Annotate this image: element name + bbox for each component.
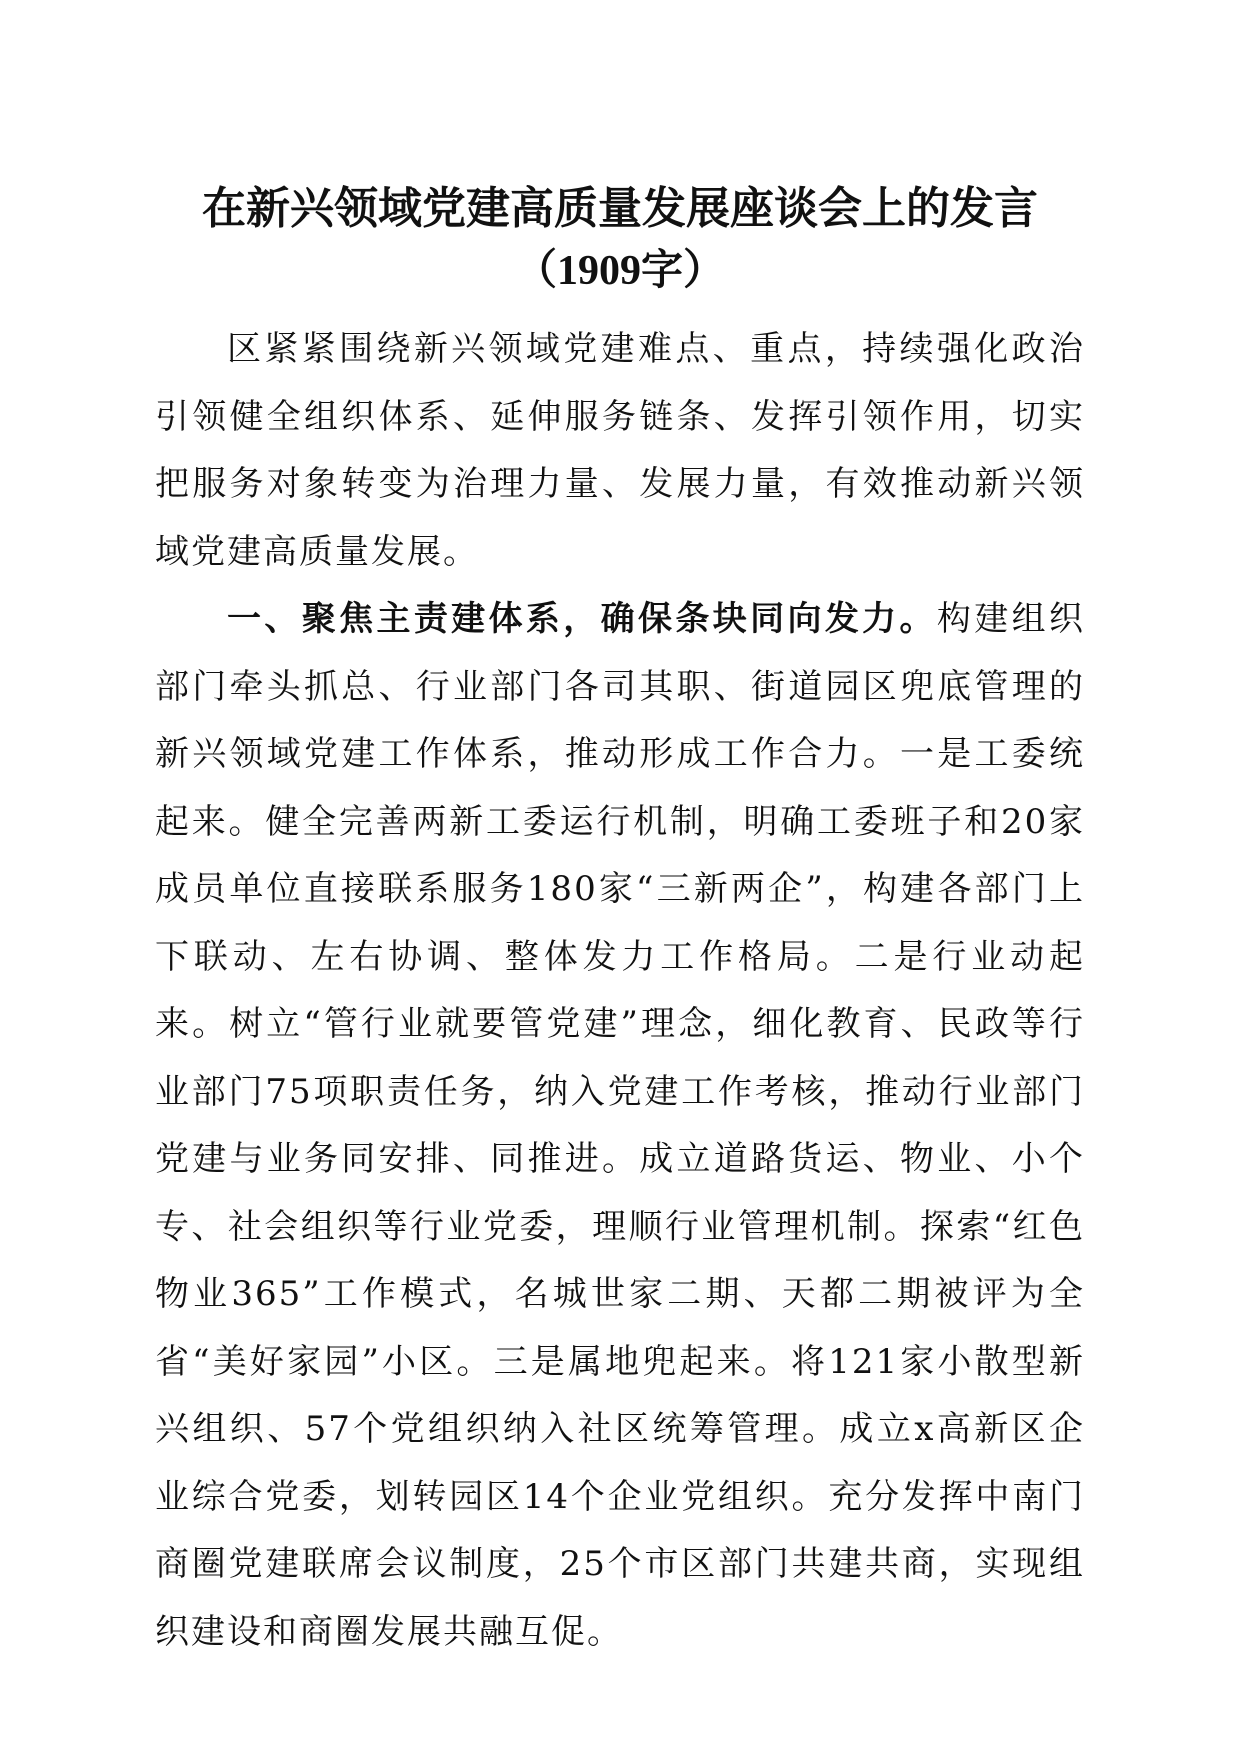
section-one-heading: 一、聚焦主责建体系，确保条块同向发力。 xyxy=(227,599,937,639)
document-title-block xyxy=(150,178,1090,302)
document-title: 在新兴领域党建高质量发展座谈会上的发言 xyxy=(202,183,1038,234)
document-word-count: （1909字） xyxy=(514,248,725,294)
paragraph-intro xyxy=(155,316,1085,586)
paragraph-intro-text: 区紧紧围绕新兴领域党建难点、重点，持续强化政治引领健全组织体系、延伸服务链条、发挥引领作用，切实把服务对象转变为治理力量、发展力量，有效推动新兴领域党建高质量发展。 xyxy=(155,329,1085,572)
section-one-text: 构建组织部门牵头抓总、行业部门各司其职、街道园区兜底管理的新兴领域党建工作体系，推动形成工作合力。一是工委统起来。健全完善两新工委运行机制，明确工委班子和20家成员单位直接联系服务180家“三新两企”，构建各部门上下联动、左右协调、整体发力工作格局。二是行业动起来。树立“管行业就要管党建”理念，细化教育、民政等行业部门75项职责任务，纳入党建工作考核，推动行业部门党建与业务同安排、同推进。成立道路货运、物业、小个专、社会组织等行业党委，理顺行业管理机制。探索“红色物业365”工作模式，名城世家二期、天都二期被评为全省“美好家园”小区。三是属地兜起来。将121家小散型新兴组织、57个党组织纳入社区统筹管理。成立x高新区企业综合党委，划转园区14个企业党组织。充分发挥中南门商圈党建联席会议制度，25个市区部门共建共商，实现组织建设和商圈发展共融互促。 xyxy=(155,599,1086,1652)
paragraph-section-one xyxy=(155,586,1085,1666)
document-body xyxy=(155,316,1085,1666)
